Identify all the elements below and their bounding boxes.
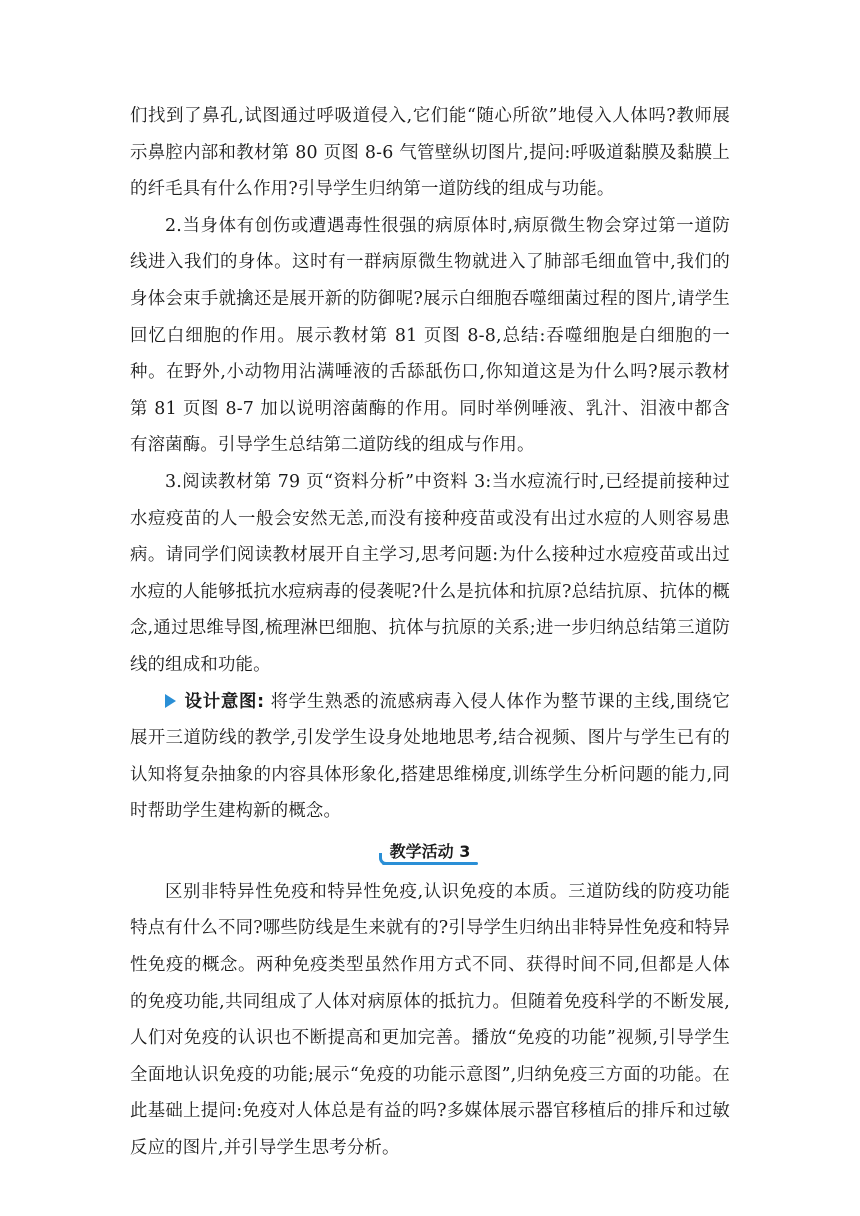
section-heading [130,834,730,874]
paragraph-third-defense: 3.阅读教材第 79 页“资料分析”中资料 3:当水痘流行时,已经提前接种过水痘疫苗的人一般会安然无恙,而没有接种疫苗或没有出过水痘的人则容易患病。请同学们阅读教材展开自主学习,思考问题:为什么接种过水痘疫苗或出过水痘的人能够抵抗水痘病毒的侵袭呢?什么是抗体和抗原?总结抗原、抗体的概念,通过思维导图,梳理淋巴细胞、抗体与抗原的关系;进一步归纳总结第三道防线的组成和功能。 [130,471,730,675]
design-intent-label: 设计意图: [184,691,265,712]
paragraph-activity-3: 区别非特异性免疫和特异性免疫,认识免疫的本质。三道防线的防疫功能特点有什么不同?哪些防线是生来就有的?引导学生归纳出非特异性免疫和特异性免疫的概念。两种免疫类型虽然作用方式不同、获得时间不同,但都是人体的免疫功能,共同组成了人体对病原体的抵抗力。但随着免疫科学的不断发展,人们对免疫的认识也不断提高和更加完善。播放“免疫的功能”视频,引导学生全面地认识免疫的功能;展示“免疫的功能示意图”,归纳免疫三方面的功能。在此基础上提问:免疫对人体总是有益的吗?多媒体展示器官移植后的排斥和过敏反应的图片,并引导学生思考分析。 [130,881,730,1159]
section-underline-decoration [382,862,479,865]
section-title [382,834,479,870]
document-page [130,98,730,1167]
design-intent-text: 将学生熟悉的流感病毒入侵人体作为整节课的主线,围绕它展开三道防线的教学,引发学生设身处地地思考,结合视频、图片与学生已有的认知将复杂抽象的内容具体形象化,搭建思维梯度,训练学生分析问题的能力,同时帮助学生建构新的概念。 [130,691,731,822]
design-intent-note [130,684,730,830]
paragraph-second-defense: 2.当身体有创伤或遭遇毒性很强的病原体时,病原微生物会穿过第一道防线进入我们的身体。这时有一群病原微生物就进入了肺部毛细血管中,我们的身体会束手就擒还是展开新的防御呢?展示白细胞吞噬细菌过程的图片,请学生回忆白细胞的作用。展示教材第 81 页图 8-8,总结:吞噬细胞是白细胞的一种。在野外,小动物用沾满唾液的舌舔舐伤口,你知道这是为什么吗?展示教材第 81 页图 8-7 加以说明溶菌酶的作用。同时举例唾液、乳汁、泪液中都含有溶菌酶。引导学生总结第二道防线的组成与作用。 [130,215,730,456]
paragraph-first-defense: 们找到了鼻孔,试图通过呼吸道侵入,它们能“随心所欲”地侵入人体吗?教师展示鼻腔内部和教材第 80 页图 8-6 气管壁纵切图片,提问:呼吸道黏膜及黏膜上的纤毛具有什么作用?引导学生归纳第一道防线的组成与功能。 [130,106,730,200]
triangle-bullet-icon [165,694,176,708]
section-title-text: 教学活动 3 [389,841,471,861]
